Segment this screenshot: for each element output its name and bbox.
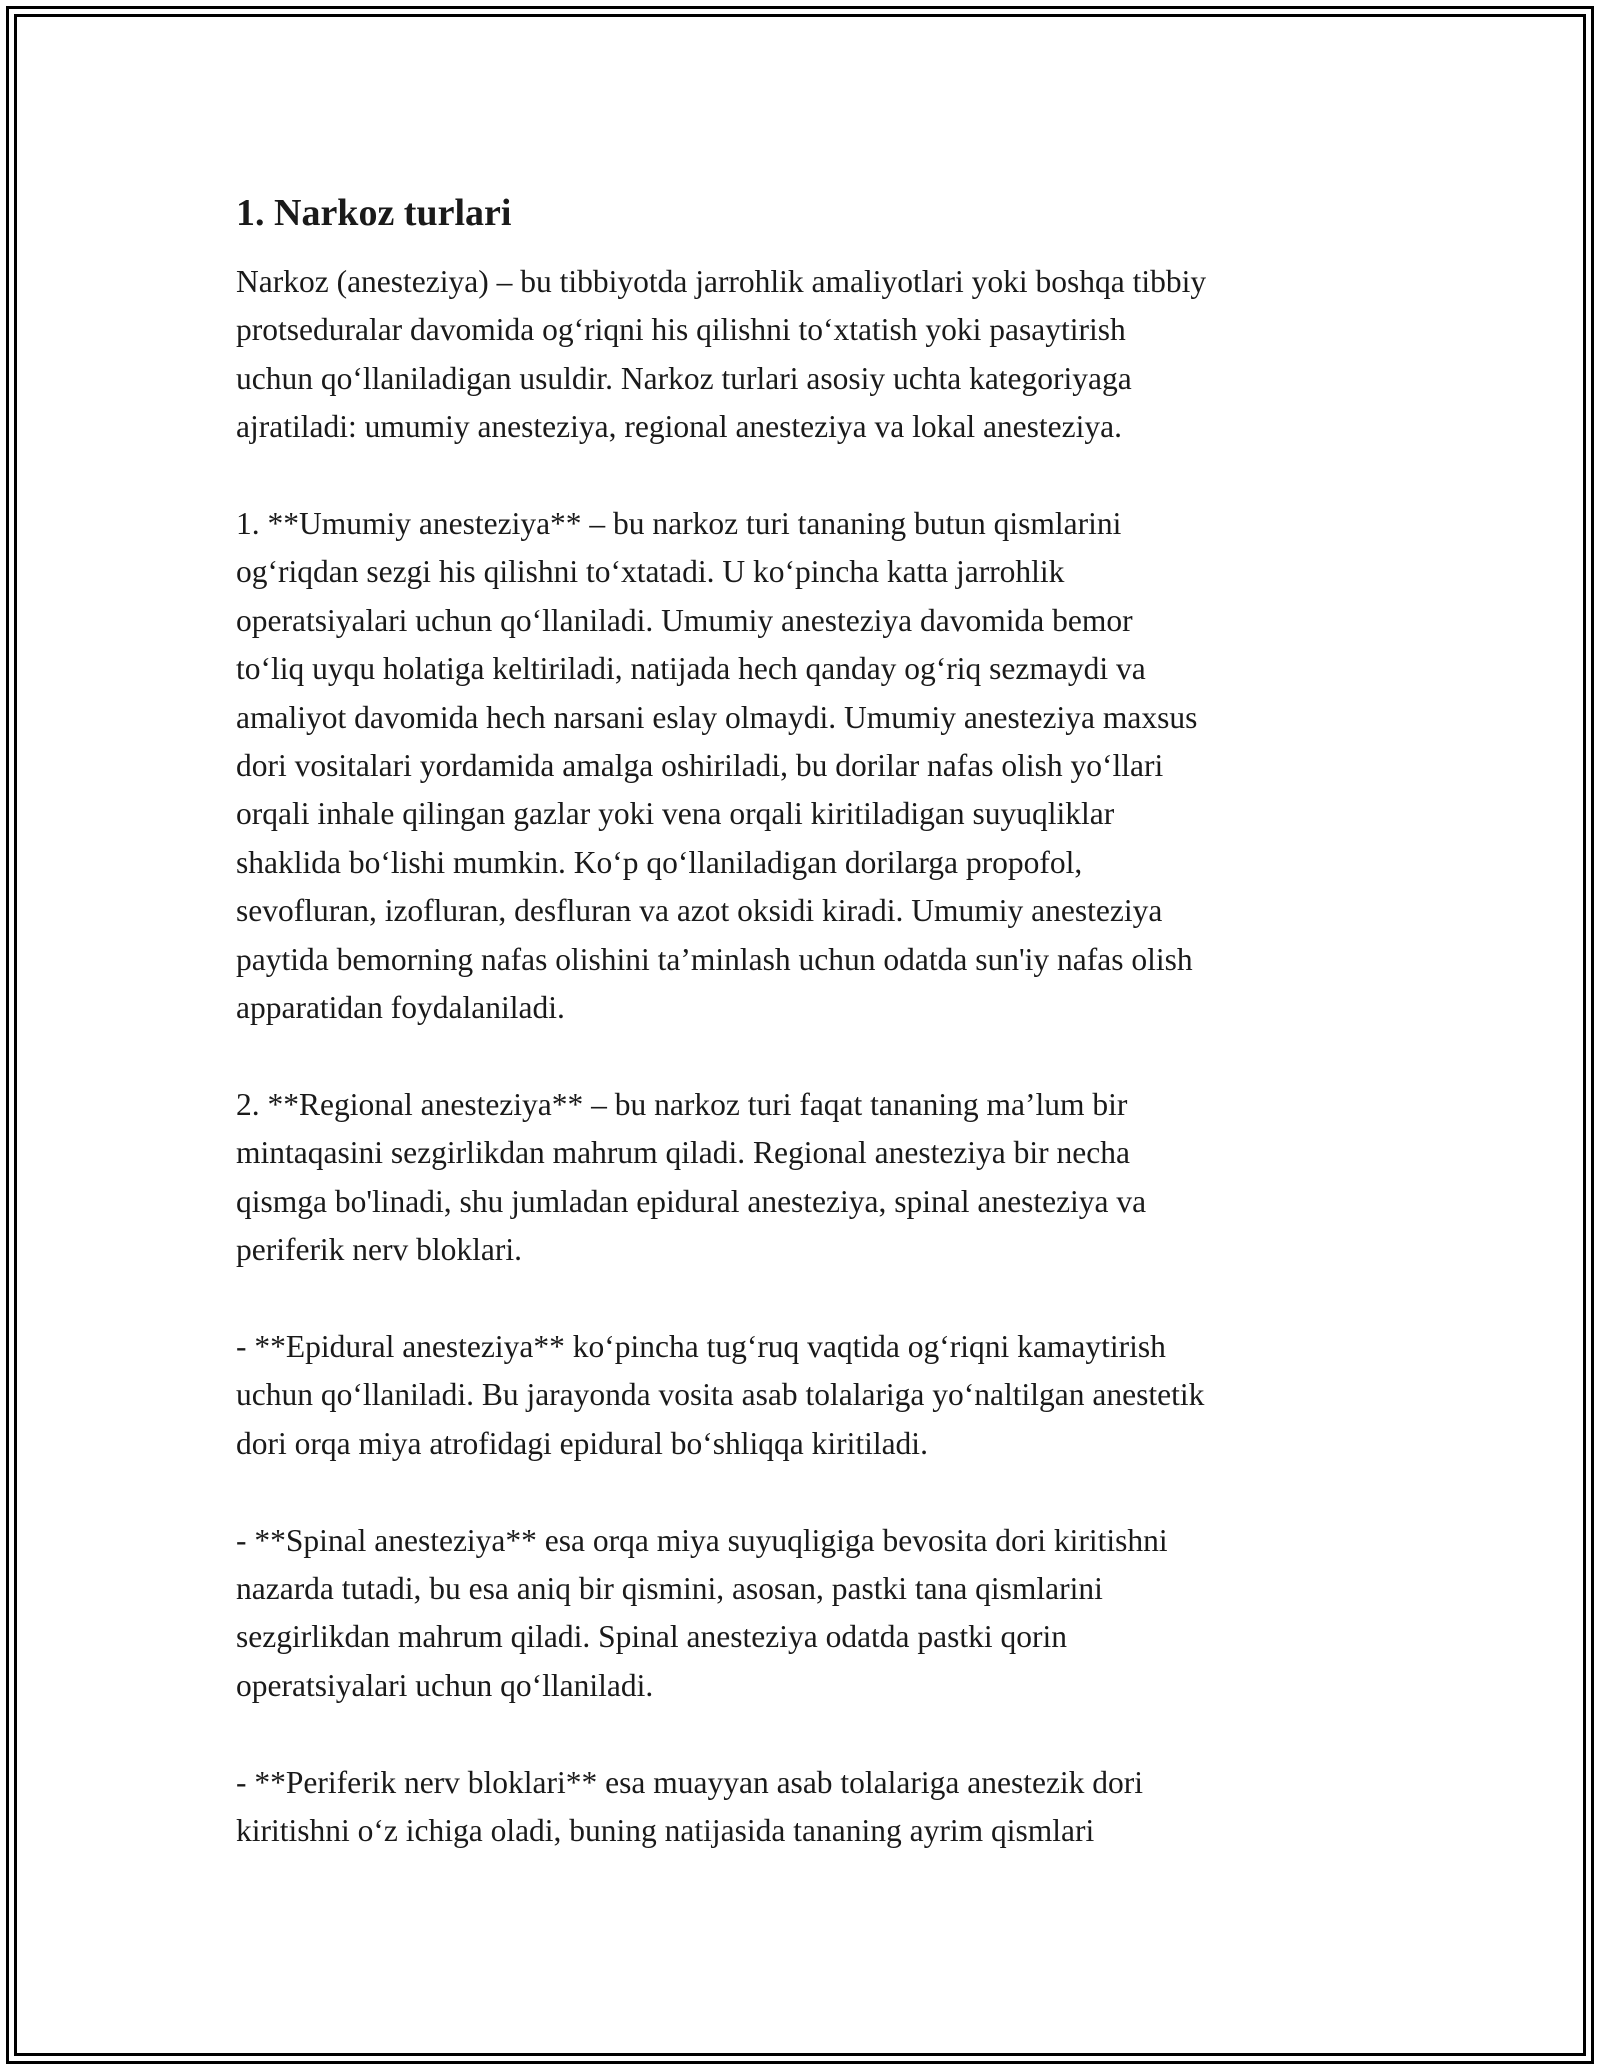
- regional-anesthesia-paragraph: 2. **Regional anesteziya** – bu narkoz turi faqat tananing ma’lum bir mintaqasini sezgirlikdan mahrum qiladi. Regional anesteziya bir necha qismga bo'linadi, shu jumladan epidural anesteziya, spinal anesteziya va periferik nerv bloklari.: [236, 1086, 1147, 1268]
- general-anesthesia-paragraph: 1. **Umumiy anesteziya** – bu narkoz turi tananing butun qismlarini og‘riqdan sezgi his qilishni to‘xtatadi. U ko‘pincha katta jarrohlik operatsiyalari uchun qo‘llaniladi. Umumiy anesteziya davomida bemor to‘liq uyqu holatiga keltiriladi, natijada hech qanday og‘riq sezmaydi va amaliyot davomida hech narsani eslay olmaydi. Umumiy anesteziya maxsus dori vositalari yordamida amalga oshiriladi, bu dorilar nafas olish yo‘llari orqali inhale qilingan gazlar yoki vena orqali kiritiladigan suyuqliklar shaklida bo‘lishi mumkin. Ko‘p qo‘llaniladigan dorilarga propofol, sevofluran, izofluran, desfluran va azot oksidi kiradi. Umumiy anesteziya paytida bemorning nafas olishini ta’minlash uchun odatda sun'iy nafas olish apparatidan foydalaniladi.: [236, 506, 1198, 1026]
- paragraph-spacer: [236, 1275, 1396, 1323]
- spinal-paragraph: - **Spinal anesteziya** esa orqa miya suyuqligiga bevosita dori kiritishni nazarda tutadi, bu esa aniq bir qismini, asosan, pastki tana qismlarini sezgirlikdan mahrum qiladi. Spinal anesteziya odatda pastki qorin operatsiyalari uchun qo‘llaniladi.: [236, 1522, 1168, 1703]
- peripheral-nerve-paragraph: - **Periferik nerv bloklari** esa muayyan asab tolalariga anestezik dori kiritishni o‘z ichiga oladi, buning natijasida tananing ayrim qismlari: [236, 1764, 1144, 1848]
- paragraph-spacer: [236, 1032, 1396, 1080]
- paragraph-spacer: [236, 1468, 1396, 1516]
- document-body: [236, 188, 1396, 1855]
- paragraph-spacer: [236, 452, 1396, 500]
- paragraph-spacer: [236, 1710, 1396, 1758]
- section-title: 1. Narkoz turlari: [236, 192, 512, 234]
- intro-paragraph: Narkoz (anesteziya) – bu tibbiyotda jarrohlik amaliyotlari yoki boshqa tibbiy protseduralar davomida og‘riqni his qilishni to‘xtatish yoki pasaytirish uchun qo‘llaniladigan usuldir. Narkoz turlari asosiy uchta kategoriyaga ajratiladi: umumiy anesteziya, regional anesteziya va lokal anesteziya.: [236, 264, 1207, 445]
- epidural-paragraph: - **Epidural anesteziya** ko‘pincha tug‘ruq vaqtida og‘riqni kamaytirish uchun qo‘llaniladi. Bu jarayonda vosita asab tolalariga yo‘naltilgan anestetik dori orqa miya atrofidagi epidural bo‘shliqqa kiritiladi.: [236, 1328, 1205, 1461]
